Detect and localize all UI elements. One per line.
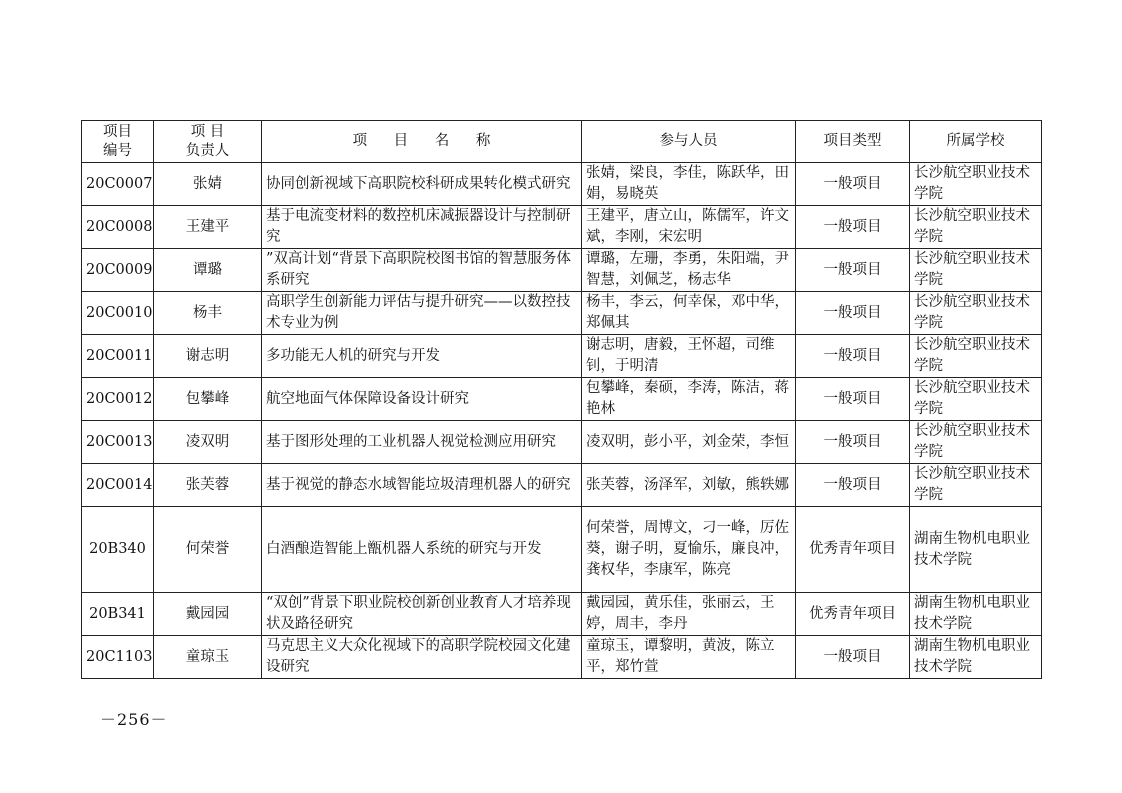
cell-project-lead: 戴园园 [154,593,262,636]
cell-participants: 戴园园，黄乐佳，张丽云，王婷，周丰，李丹 [582,593,796,636]
table-row [82,335,1042,378]
cell-project-type: 一般项目 [796,249,910,292]
cell-project-lead: 张婧 [154,163,262,206]
cell-project-code: 20B341 [82,593,154,636]
cell-project-name: 基于图形处理的工业机器人视觉检测应用研究 [262,421,582,464]
cell-project-code: 20C1103 [82,636,154,679]
table-header [82,121,1042,163]
cell-school: 湖南生物机电职业技术学院 [910,593,1042,636]
header-school: 所属学校 [910,121,1042,163]
cell-project-name: 协同创新视域下高职院校科研成果转化模式研究 [262,163,582,206]
cell-project-lead: 王建平 [154,206,262,249]
cell-project-code: 20C0008 [82,206,154,249]
cell-project-lead: 谢志明 [154,335,262,378]
cell-project-type: 一般项目 [796,378,910,421]
cell-school: 长沙航空职业技术学院 [910,464,1042,507]
cell-project-type: 一般项目 [796,206,910,249]
cell-project-type: 一般项目 [796,292,910,335]
cell-school: 长沙航空职业技术学院 [910,249,1042,292]
cell-participants: 谭璐，左珊，李勇，朱阳端，尹智慧，刘佩芝，杨志华 [582,249,796,292]
cell-school: 长沙航空职业技术学院 [910,206,1042,249]
cell-school: 湖南生物机电职业技术学院 [910,507,1042,593]
table-row [82,507,1042,593]
table-row [82,421,1042,464]
cell-project-type: 一般项目 [796,163,910,206]
header-row [82,121,1042,163]
cell-school: 长沙航空职业技术学院 [910,292,1042,335]
project-table [81,120,1042,679]
cell-project-lead: 童琼玉 [154,636,262,679]
table-body [82,163,1042,679]
page-number: －256－ [100,710,168,729]
cell-project-lead: 张芙蓉 [154,464,262,507]
cell-school: 长沙航空职业技术学院 [910,421,1042,464]
header-participants: 参与人员 [582,121,796,163]
cell-project-type: 优秀青年项目 [796,593,910,636]
table-row [82,292,1042,335]
table-row [82,636,1042,679]
cell-project-code: 20C0007 [82,163,154,206]
cell-participants: 童琼玉，谭黎明，黄波，陈立平，郑竹萱 [582,636,796,679]
header-project-type: 项目类型 [796,121,910,163]
cell-project-name: 马克思主义大众化视域下的高职学院校园文化建设研究 [262,636,582,679]
header-project-name: 项 目 名 称 [262,121,582,163]
table-row [82,249,1042,292]
table-row [82,593,1042,636]
cell-project-name: 白酒酿造智能上甑机器人系统的研究与开发 [262,507,582,593]
header-project-code: 项目 编号 [82,121,154,163]
cell-school: 长沙航空职业技术学院 [910,335,1042,378]
cell-participants: 杨丰，李云，何幸保，邓中华，郑佩其 [582,292,796,335]
cell-project-type: 一般项目 [796,421,910,464]
cell-project-code: 20C0012 [82,378,154,421]
cell-project-code: 20C0013 [82,421,154,464]
cell-project-name: 高职学生创新能力评估与提升研究——以数控技术专业为例 [262,292,582,335]
cell-project-code: 20C0011 [82,335,154,378]
cell-project-lead: 包攀峰 [154,378,262,421]
cell-school: 湖南生物机电职业技术学院 [910,636,1042,679]
cell-project-name: ”双高计划“背景下高职院校图书馆的智慧服务体系研究 [262,249,582,292]
cell-participants: 包攀峰，秦硕，李涛，陈洁，蒋艳林 [582,378,796,421]
cell-school: 长沙航空职业技术学院 [910,163,1042,206]
cell-project-name: 航空地面气体保障设备设计研究 [262,378,582,421]
cell-participants: 王建平，唐立山，陈儒军，许文斌，李刚，宋宏明 [582,206,796,249]
cell-project-name: 基于视觉的静态水域智能垃圾清理机器人的研究 [262,464,582,507]
cell-participants: 何荣誉，周博文，刁一峰，厉佐葵，谢子明，夏愉乐，廉良冲，龚权华，李康军，陈亮 [582,507,796,593]
cell-participants: 张婧，梁良，李佳，陈跃华，田娟，易晓英 [582,163,796,206]
cell-project-type: 优秀青年项目 [796,507,910,593]
cell-project-name: 基于电流变材料的数控机床减振器设计与控制研究 [262,206,582,249]
table-row [82,206,1042,249]
cell-project-code: 20B340 [82,507,154,593]
cell-project-name: 多功能无人机的研究与开发 [262,335,582,378]
cell-project-name: “双创”背景下职业院校创新创业教育人才培养现状及路径研究 [262,593,582,636]
cell-project-code: 20C0014 [82,464,154,507]
cell-participants: 张芙蓉，汤泽军，刘敏，熊轶娜 [582,464,796,507]
table-row [82,163,1042,206]
cell-project-code: 20C0009 [82,249,154,292]
cell-project-type: 一般项目 [796,464,910,507]
cell-participants: 谢志明，唐毅，王怀超，司维钊，于明清 [582,335,796,378]
cell-project-type: 一般项目 [796,335,910,378]
cell-project-lead: 凌双明 [154,421,262,464]
header-project-lead: 项 目 负责人 [154,121,262,163]
cell-project-lead: 何荣誉 [154,507,262,593]
cell-project-lead: 谭璐 [154,249,262,292]
table-row [82,378,1042,421]
cell-project-lead: 杨丰 [154,292,262,335]
table-row [82,464,1042,507]
cell-project-type: 一般项目 [796,636,910,679]
cell-project-code: 20C0010 [82,292,154,335]
cell-participants: 凌双明，彭小平，刘金荣，李恒 [582,421,796,464]
cell-school: 长沙航空职业技术学院 [910,378,1042,421]
